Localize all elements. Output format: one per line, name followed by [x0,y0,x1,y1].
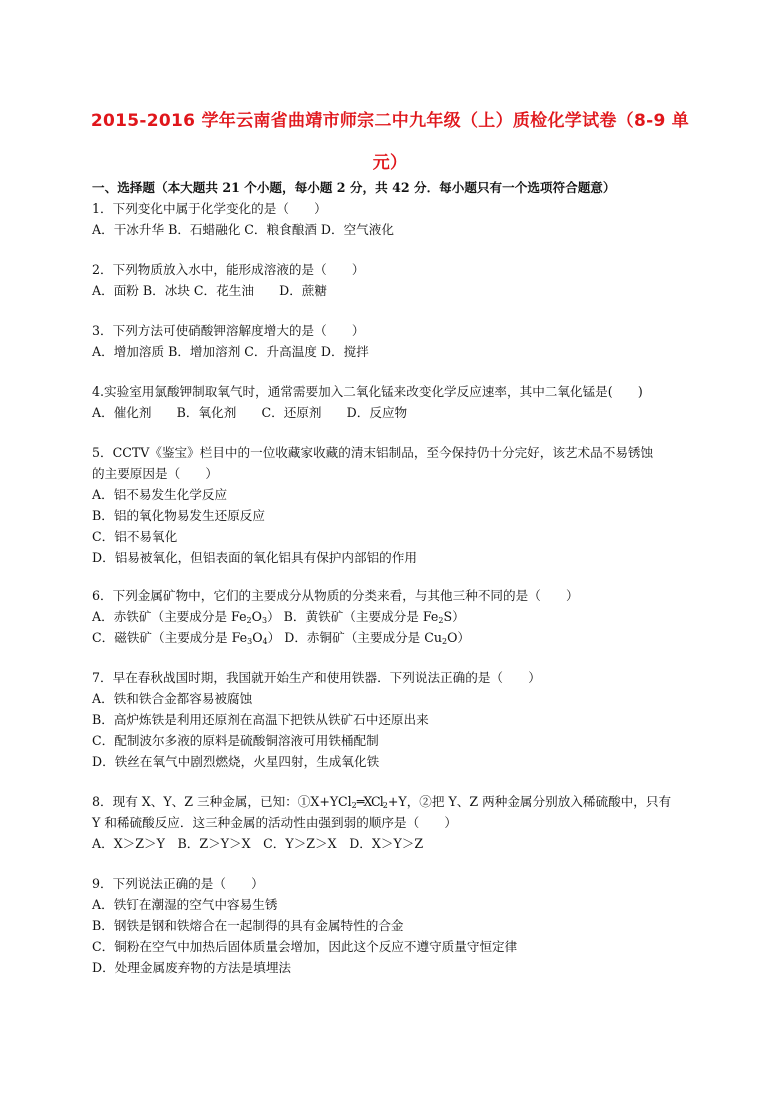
question-9-option-d: D．处理金属废弃物的方法是填埋法 [92,960,292,975]
question-8-stem-line2: Y 和稀硫酸反应．这三种金属的活动性由强到弱的顺序是（ ） [92,815,457,830]
question-2-options: A．面粉 B．冰块 C．花生油 D．蔗糖 [92,283,327,298]
question-6-option-d: D．赤铜矿（主要成分是 $Cu_2O$） [284,630,471,646]
question-6-stem: 6．下列金属矿物中，它们的主要成分从物质的分类来看，与其他三种不同的是（ ） [92,588,579,603]
question-5-option-b: B．铝的氧化物易发生还原反应 [92,508,265,523]
question-1-options: A．干冰升华 B．石蜡融化 C．粮食酿酒 D．空气液化 [92,222,394,237]
question-7-option-c: C．配制波尔多液的原料是硫酸铜溶液可用铁桶配制 [92,733,379,748]
question-1-stem: 1．下列变化中属于化学变化的是（ ） [92,201,327,216]
question-8-stem-line1: 8．现有 X、Y、Z 三种金属，已知：①X+YCl$_2$═XCl$_2$+Y，②把 Y、Z 两种金属分别放入稀硫酸中，只有 [92,794,672,810]
question-7-option-b: B．高炉炼铁是利用还原剂在高温下把铁从铁矿石中还原出来 [92,712,429,727]
question-5-stem-line1: 5．CCTV《鉴宝》栏目中的一位收藏家收藏的清末铝制品，至今保持仍十分完好，该艺术品不易锈蚀 [92,445,654,460]
question-9-option-a: A．铁钉在潮湿的空气中容易生锈 [92,897,278,912]
section-heading: 一、选择题（本大题共 21 个小题，每小题 2 分，共 42 分．每小题只有一个选项符合题意） [92,180,616,195]
question-7-stem: 7．早在春秋战国时期，我国就开始生产和使用铁器．下列说法正确的是（ ） [92,670,541,685]
question-9-option-b: B．钢铁是钢和铁熔合在一起制得的具有金属特性的合金 [92,918,404,933]
question-7-option-d: D．铁丝在氧气中剧烈燃烧，火星四射，生成氧化铁 [92,754,380,769]
question-8-options: A．X＞Z＞Y B．Z＞Y＞X C．Y＞Z＞X D．X＞Y＞Z [92,836,424,851]
question-5-stem-line2: 的主要原因是（ ） [92,466,218,481]
question-9-option-c: C．铜粉在空气中加热后固体质量会增加，因此这个反应不遵守质量守恒定律 [92,939,518,954]
question-2-stem: 2．下列物质放入水中，能形成溶液的是（ ） [92,262,365,277]
question-9-stem: 9．下列说法正确的是（ ） [92,876,264,891]
question-6-option-a: A．赤铁矿（主要成分是 $Fe_2O_3$） [92,609,280,625]
question-3-stem: 3．下列方法可使硝酸钾溶解度增大的是（ ） [92,323,365,338]
question-5-option-d: D．铝易被氧化，但铝表面的氧化铝具有保护内部铝的作用 [92,550,417,565]
question-6-options-row1 [92,609,465,629]
question-6-option-b: B．黄铁矿（主要成分是 $Fe_2S$） [283,609,465,625]
exam-title-line1: 2015-2016 学年云南省曲靖市师宗二中九年级（上）质检化学试卷（8-9 单 [90,111,690,131]
question-7-option-a: A．铁和铁合金都容易被腐蚀 [92,691,253,706]
question-6-options-row2 [92,630,470,650]
question-4-stem: 4.实验室用氯酸钾制取氧气时，通常需要加入二氧化锰来改变化学反应速率，其中二氧化锰是( ) [92,384,643,399]
question-3-options: A．增加溶质 B．增加溶剂 C．升高温度 D．搅拌 [92,344,369,359]
question-6-option-c: C．磁铁矿（主要成分是 $Fe_3O_4$） [92,630,281,646]
question-5-option-a: A．铝不易发生化学反应 [92,487,228,502]
question-4-options: A．催化剂 B．氧化剂 C．还原剂 D．反应物 [92,405,408,420]
question-5-option-c: C．铝不易氧化 [92,529,178,544]
exam-title-line2: 元） [372,153,408,173]
